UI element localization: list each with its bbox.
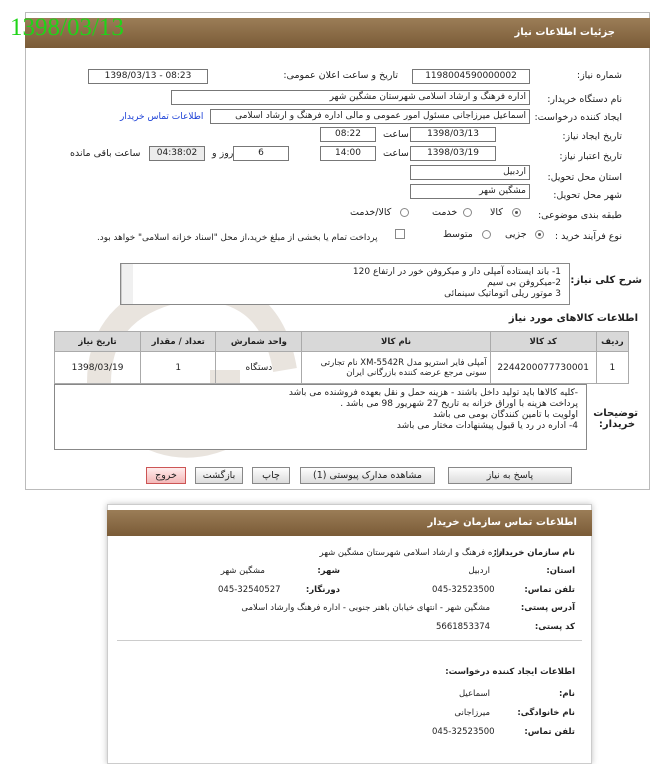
col-qty: تعداد / مقدار: [141, 332, 216, 352]
back-button[interactable]: بازگشت: [195, 467, 243, 484]
announce-label: تاریخ و ساعت اعلان عمومی:: [283, 70, 398, 81]
cell-date: 1398/03/19: [55, 352, 141, 384]
buyer-org-label: نام دستگاه خریدار:: [547, 94, 622, 105]
col-unit: واحد شمارش: [216, 332, 302, 352]
contact-province-label: استان:: [546, 566, 575, 576]
cell-name: آمپلی فایر استریو مدل XM-5542R نام تجارتی سونی مرجع عرضه کننده بازرگانی ایران: [302, 352, 490, 384]
province-field: اردبیل: [410, 165, 530, 180]
col-code: کد کالا: [490, 332, 596, 352]
creator-family-label: نام خانوادگی:: [517, 708, 575, 718]
print-button[interactable]: چاپ: [252, 467, 290, 484]
contact-phone-label: تلفن تماس:: [524, 585, 575, 595]
requester-field: اسماعیل میرزاجانی مسئول امور عمومی و مالی اداره فرهنگ و ارشاد اسلامی: [210, 109, 530, 124]
notes-line-1: -کلیه کالاها باید تولید داخل باشند - هزینه حمل و نقل بعهده فروشنده می باشد: [288, 388, 578, 398]
contact-province: اردبیل: [468, 566, 490, 576]
category-radio-goods[interactable]: [512, 208, 521, 217]
summary-line-1: 1- باند ایستاده آمپلی دار و میکروفن خور در ارتفاع 120: [352, 267, 561, 277]
contact-address-label: آدرس پستی:: [520, 603, 575, 613]
category-option-service: خدمت: [432, 207, 458, 218]
need-date-label: تاریخ ایجاد نیاز:: [562, 131, 622, 142]
items-table: [54, 331, 629, 384]
reply-button[interactable]: پاسخ به نیاز: [448, 467, 572, 484]
need-date-field: 1398/03/13: [410, 127, 496, 142]
treasury-note: پرداخت تمام یا بخشی از مبلغ خرید،از محل "اسناد خزانه اسلامی" خواهد بود.: [97, 233, 378, 243]
validity-label: تاریخ اعتبار نیاز:: [559, 151, 622, 162]
creator-title: اطلاعات ایجاد کننده درخواست:: [445, 667, 575, 677]
announce-field: 1398/03/13 - 08:23: [88, 69, 208, 84]
contact-org: اداره فرهنگ و ارشاد اسلامی شهرستان مشگین شهر: [319, 548, 505, 558]
purchase-option-minor: جزیی: [505, 229, 527, 240]
notes-label: توضیحات خریدار:: [593, 408, 638, 430]
contact-city: مشگین شهر: [220, 566, 265, 576]
notes-line-4: 4- اداره در رد یا قبول پیشنهادات مختار می باشد: [396, 421, 578, 431]
category-label: طبقه بندی موضوعی:: [537, 210, 622, 221]
need-number-label: شماره نیاز:: [576, 70, 622, 81]
contact-postal: 5661853374: [436, 622, 491, 632]
province-label: استان محل تحویل:: [547, 172, 622, 183]
summary-line-3: 3 موتور ریلی اتوماتیک سینمائی: [444, 289, 561, 299]
col-row: ردیف: [596, 332, 628, 352]
notes-textarea[interactable]: [54, 384, 587, 450]
days-label: روز و: [212, 148, 234, 159]
purchase-label: نوع فرآیند خرید :: [554, 231, 622, 242]
cell-row: 1: [596, 352, 628, 384]
purchase-radio-medium[interactable]: [482, 230, 491, 239]
date-stamp: 1398/03/13: [10, 14, 124, 41]
validity-time-label: ساعت: [383, 148, 409, 159]
items-section-title: اطلاعات کالاهای مورد نیاز: [508, 313, 638, 324]
creator-phone: 045-32523500: [432, 727, 495, 737]
category-option-both: کالا/خدمت: [350, 207, 392, 218]
col-date: تاریخ نیاز: [55, 332, 141, 352]
contact-card-title: اطلاعات تماس سازمان خریدار: [107, 510, 592, 536]
exit-button[interactable]: خروج: [146, 467, 186, 484]
creator-phone-label: تلفن تماس:: [524, 727, 575, 737]
remaining-label: ساعت باقی مانده: [70, 148, 141, 159]
summary-label: شرح کلی نیاز:: [570, 275, 642, 286]
notes-line-3: اولویت با تامین کنندگان بومی می باشد: [432, 410, 578, 420]
need-time-field: 08:22: [320, 127, 376, 142]
remaining-time-field: 04:38:02: [149, 146, 205, 161]
cell-code: 2244200077730001: [490, 352, 596, 384]
days-field: 6: [233, 146, 289, 161]
col-name: نام کالا: [302, 332, 490, 352]
summary-scrollbar[interactable]: [121, 264, 133, 304]
contact-address: مشگین شهر - انتهای خیابان باهنر جنوبی - اداره فرهنگ وارشاد اسلامی: [241, 603, 490, 613]
creator-family: میرزاجانی: [454, 708, 490, 718]
summary-line-2: 2-میکروفن بی سیم: [487, 278, 561, 288]
contact-postal-label: کد پستی:: [534, 622, 575, 632]
purchase-radio-minor[interactable]: [535, 230, 544, 239]
summary-textarea[interactable]: [120, 263, 570, 305]
contact-phone: 045-32523500: [432, 585, 495, 595]
contact-divider: [117, 640, 582, 641]
buyer-org-field: اداره فرهنگ و ارشاد اسلامی شهرستان مشگین شهر: [171, 90, 530, 105]
validity-time-field: 14:00: [320, 146, 376, 161]
treasury-checkbox[interactable]: [395, 229, 405, 239]
contact-city-label: شهر:: [317, 566, 340, 576]
buyer-contact-link[interactable]: اطلاعات تماس خریدار: [120, 112, 204, 122]
cell-qty: 1: [141, 352, 216, 384]
table-row: [55, 352, 629, 384]
need-number-field: 1198004590000002: [412, 69, 530, 84]
page-title: جزئیات اطلاعات نیاز: [514, 27, 615, 38]
attachments-button[interactable]: مشاهده مدارک پیوستی (1): [300, 467, 435, 484]
purchase-option-medium: متوسط: [443, 229, 473, 240]
city-label: شهر محل تحویل:: [553, 190, 622, 201]
creator-name: اسماعیل: [458, 689, 490, 699]
creator-name-label: نام:: [558, 689, 575, 699]
validity-date-field: 1398/03/19: [410, 146, 496, 161]
contact-fax: 045-32540527: [218, 585, 281, 595]
category-radio-service[interactable]: [463, 208, 472, 217]
category-option-goods: کالا: [490, 207, 503, 218]
cell-unit: دستگاه: [216, 352, 302, 384]
need-time-label: ساعت: [383, 129, 409, 140]
contact-org-label: نام سازمان خریدار:: [493, 548, 575, 558]
items-header-row: [55, 332, 629, 352]
city-field: مشگین شهر: [410, 184, 530, 199]
contact-fax-label: دورنگار:: [305, 585, 340, 595]
requester-label: ایجاد کننده درخواست:: [534, 112, 622, 123]
notes-line-2: پرداخت هزینه با اوراق خزانه به تاریخ 27 شهریور 98 می باشد .: [340, 399, 578, 409]
contact-card: [107, 504, 592, 764]
category-radio-both[interactable]: [400, 208, 409, 217]
